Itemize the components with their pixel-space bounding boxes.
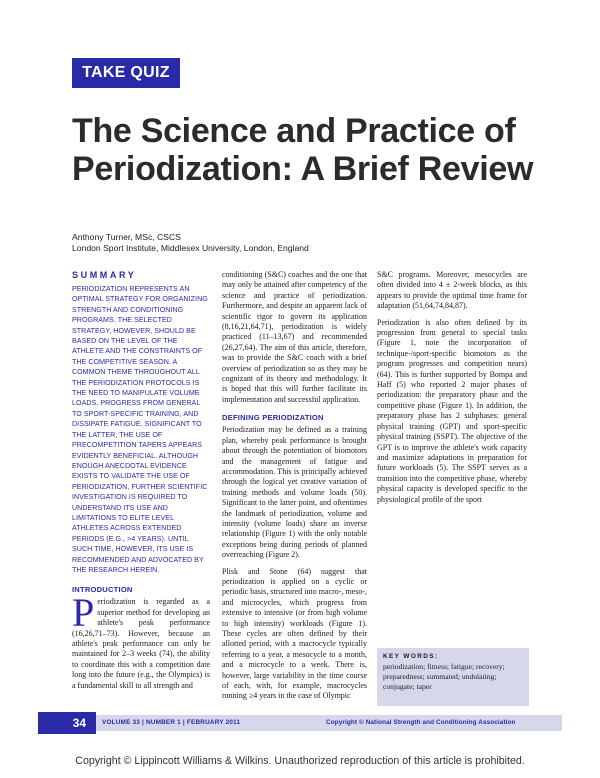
defining-paragraph-2: S&C programs. Moreover, mesocycles are often divided into 4 ± 2-week blocks, as this appears to provide the optimal time frame for adaptation (51,64,74,84,87). — [377, 270, 527, 311]
defining-periodization-heading: DEFINING PERIODIZATION — [222, 413, 324, 423]
nsca-copyright: Copyright © National Strength and Conditioning Association — [326, 719, 516, 726]
defining-paragraph-2-start: Plisk and Stone (64) suggest that periodization is applied on a cyclic or periodic basis, structured into macro-, meso-, and microcycles, which progress from extensive to intensive (or from high volume to high intensity) workloads (Figure 1). These cycles are often defined by their allotted period, with a macrocycle typically referring to a year, a mesocycle to a month, and a microcycle to a week. There is, however, large variability in the time course of each, with, for example, macrocycles running ≥4 years in the case of Olympic — [222, 566, 367, 701]
keywords-box — [377, 648, 529, 706]
drop-cap: P — [72, 590, 95, 636]
introduction-continued: conditioning (S&C) coaches and the one that may only be attained after competency of the science and practice of periodization. Furthermore, and despite an apparent lack of scientific rigor to govern its application (8,16,21,64,71), periodization is widely practiced (11–13,67) and recommended (26,27,64). The aim of this article, therefore, was to provide the S&C coach with a brief overview of periodization so as they may be cognizant of its theory and methodology. It is hoped that this will further facilitate its implementation and successful application. — [222, 270, 367, 404]
column-3 — [377, 270, 527, 505]
article-title: The Science and Practice of Periodization: A Brief Review — [72, 112, 534, 188]
author-block — [72, 232, 542, 254]
keywords-heading: KEY WORDS: — [383, 653, 439, 660]
column-2 — [222, 270, 367, 702]
defining-paragraph-1: Periodization may be defined as a training plan, whereby peak performance is brought about through the potentiation of biomotors and the management of fatigue and accommodation. This is principally achieved through the logical yet creative variation of training methods and volume loads (50). Significant to the latter point, and oftentimes the landmark of periodization, volume and intensity (volume loads) share an inverse relationship (Figure 1) with the only notable exceptions being during periods of planned overreaching (Figure 2). — [222, 425, 367, 560]
issue-info: VOLUME 33 | NUMBER 1 | FEBRUARY 2011 — [102, 719, 241, 726]
author-name: Anthony Turner, MSc, CSCS — [72, 232, 181, 242]
page-number: 34 — [38, 712, 96, 734]
introduction-heading: INTRODUCTION — [72, 585, 133, 595]
introduction-text: eriodization is regarded as a superior method for developing an athlete's peak performance (16,26,71–73). However, because an athlete's peak performance can only be maintained for 2–3 weeks (74), the ability to coordinate this with a competition date long into the future (e.g., the Olympics) is a fundamental skill to all strength and — [72, 597, 210, 690]
lww-copyright-notice: Copyright © Lippincott Williams & Wilkins. Unauthorized reproduction of this article is prohibited. — [75, 755, 525, 767]
column-1 — [72, 270, 210, 691]
defining-paragraph-3: Periodization is also often defined by its progression from general to special tasks (Figure 1, note the incorporation of technique-/sport-specific biomotors as the program progresses and competition nears) (64). This is further supported by Bompa and Haff (5) who reported 2 major phases of periodization: the preparatory phase and the competitive phase (Figure 1). In addition, the preparatory phase has 2 subphases: general physical training (GPT) and sport-specific physical training (SSPT). The objective of the GPT is to improve the athlete's work capacity and maximize adaptations in preparation for future workloads (5). The SSPT serves as a transition into the competitive phase, whereby physical capacity is developed specific to the physiological profile of the sport — [377, 317, 527, 504]
keywords-text: periodization; fitness; fatigue; recovery; preparedness; summated; undulating; conjugate; taper — [383, 662, 505, 691]
summary-heading: SUMMARY — [72, 270, 137, 280]
take-quiz-button[interactable]: TAKE QUIZ — [72, 58, 180, 88]
author-affiliation: London Sport Institute, Middlesex University, London, England — [72, 243, 309, 253]
summary-text: PERIODIZATION REPRESENTS AN OPTIMAL STRATEGY FOR ORGANIZING STRENGTH AND CONDITIONING PROGRAMS. THE SELECTED STRATEGY, HOWEVER, SHOULD BE BASED ON THE LEVEL OF THE ATHLETE AND THE CONSTRAINTS OF THE COMPETITIVE SEASON. A COMMON THEME THROUGHOUT ALL THE PERIODIZATION PROTOCOLS IS THE NEED TO MANIPULATE VOLUME LOADS, PROGRESS FROM GENERAL TO SPORT-SPECIFIC TRAINING, AND DISSIPATE FATIGUE. SIGNIFICANT TO THE LATTER, THE USE OF PRECOMPETITION TAPERS APPEARS EVIDENTLY BENEFICIAL. ALTHOUGH ENOUGH ANECDOTAL EVIDENCE EXISTS TO VALIDATE THE USE OF PERIODIZATION, FURTHER SCIENTIFIC INVESTIGATION IS REQUIRED TO UNDERSTAND ITS USE AND LIMITATIONS TO ELITE LEVEL ATHLETES ACROSS EXTENDED PERIODS (E.G., >4 YEARS). UNTIL SUCH TIME, HOWEVER, ITS USE IS RECOMMENDED AND ADVOCATED BY THE RESEARCH HEREIN. — [72, 285, 208, 574]
